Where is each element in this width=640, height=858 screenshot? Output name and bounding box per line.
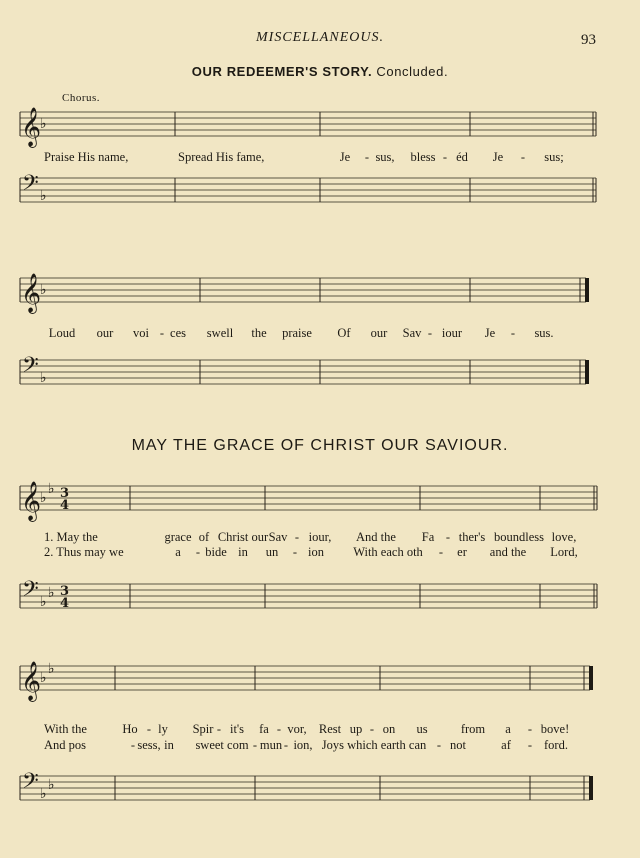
- flat-icon: ♭: [48, 481, 55, 497]
- flat-icon: ♭: [40, 116, 47, 132]
- lyric-syllable: fa: [259, 722, 269, 736]
- lyric-syllable: Loud: [48, 326, 76, 340]
- bass-clef-icon: 𝄢: [22, 769, 39, 799]
- song1-system1-treble: [0, 106, 640, 146]
- lyric-syllable: Sav: [268, 530, 288, 544]
- lyric-syllable: With each oth: [353, 545, 423, 559]
- lyric-syllable: Rest: [318, 722, 342, 736]
- lyric-syllable: grace: [164, 530, 192, 544]
- lyric-syllable: -: [283, 738, 289, 752]
- lyric-syllable: it's: [229, 722, 245, 736]
- song2-lyric-line-3: [0, 722, 640, 738]
- lyric-syllable: the: [251, 326, 267, 340]
- lyric-syllable: -: [442, 150, 448, 164]
- lyric-syllable: -: [445, 530, 451, 544]
- lyric-syllable: -: [520, 150, 526, 164]
- lyric-syllable: -: [195, 545, 201, 559]
- flat-icon: ♭: [40, 370, 47, 386]
- running-title: MISCELLANEOUS.: [256, 30, 384, 45]
- lyric-syllable: -: [252, 738, 258, 752]
- treble-clef-icon: 𝄞: [21, 107, 42, 147]
- lyric-syllable: Sav: [402, 326, 422, 340]
- treble-clef-icon: 𝄞: [21, 273, 42, 313]
- lyric-syllable: sus.: [534, 326, 554, 340]
- song2-lyric-line-1: [0, 530, 640, 546]
- song1-system2-treble: [0, 272, 640, 312]
- lyric-syllable: and the: [489, 545, 527, 559]
- flat-icon: ♭: [40, 594, 47, 610]
- lyric-syllable: iour: [441, 326, 463, 340]
- lyric-syllable: éd: [456, 150, 468, 164]
- lyric-syllable: up: [349, 722, 363, 736]
- lyric-syllable: And pos: [44, 738, 87, 752]
- lyric-syllable: -: [130, 738, 136, 752]
- lyric-syllable: ly: [158, 722, 168, 736]
- lyric-syllable: Christ our: [217, 530, 269, 544]
- page-number: 93: [581, 32, 596, 48]
- flat-icon: ♭: [48, 777, 55, 793]
- lyric-syllable: bove!: [540, 722, 570, 736]
- song2-lyric-line-4: [0, 738, 640, 754]
- lyric-syllable: our: [96, 326, 114, 340]
- lyric-syllable: Spread His fame,: [178, 150, 265, 164]
- song2-system1-treble: [0, 480, 640, 520]
- final-barline: [585, 360, 589, 384]
- page-header: [0, 30, 640, 52]
- lyric-syllable: ther's: [458, 530, 486, 544]
- flat-icon: ♭: [40, 670, 47, 686]
- lyric-syllable: ford.: [544, 738, 568, 752]
- lyric-syllable: -: [510, 326, 516, 340]
- bass-clef-icon: 𝄢: [22, 171, 39, 201]
- song1-lyric-line-2: [0, 326, 640, 342]
- flat-icon: ♭: [40, 490, 47, 506]
- lyric-syllable: Joys which earth can: [321, 738, 427, 752]
- lyric-syllable: With the: [44, 722, 87, 736]
- lyric-syllable: of: [198, 530, 210, 544]
- time-signature-denominator: 4: [60, 498, 70, 513]
- final-barline: [589, 776, 593, 800]
- lyric-syllable: un: [265, 545, 279, 559]
- lyric-syllable: -: [276, 722, 282, 736]
- lyric-syllable: our: [370, 326, 388, 340]
- lyric-syllable: voi: [133, 326, 149, 340]
- lyric-syllable: -: [438, 545, 444, 559]
- lyric-syllable: Je: [492, 150, 504, 164]
- lyric-syllable: a: [175, 545, 181, 559]
- time-signature-numerator: 3: [60, 584, 70, 599]
- lyric-syllable: ion: [308, 545, 324, 559]
- flat-icon: ♭: [48, 585, 55, 601]
- lyric-syllable: -: [146, 722, 152, 736]
- song1-lyric-line-1: [0, 150, 640, 166]
- flat-icon: ♭: [40, 188, 47, 204]
- lyric-syllable: ion,: [293, 738, 313, 752]
- bass-clef-icon: 𝄢: [22, 577, 39, 607]
- lyric-syllable: -: [216, 722, 222, 736]
- treble-clef-icon: 𝄞: [21, 661, 42, 701]
- lyric-syllable: iour,: [308, 530, 332, 544]
- lyric-syllable: a: [505, 722, 511, 736]
- lyric-syllable: Ho: [122, 722, 138, 736]
- lyric-syllable: -: [159, 326, 165, 340]
- lyric-syllable: Praise His name,: [44, 150, 129, 164]
- lyric-syllable: on: [382, 722, 396, 736]
- song-title-our-redeemers-story: [0, 64, 640, 79]
- lyric-syllable: Je: [339, 150, 351, 164]
- flat-icon: ♭: [48, 661, 55, 677]
- lyric-syllable: -: [292, 545, 298, 559]
- final-barline: [585, 278, 589, 302]
- song2-lyric-line-2: [0, 545, 640, 561]
- lyric-syllable: -: [527, 722, 533, 736]
- lyric-syllable: -: [369, 722, 375, 736]
- lyric-syllable: -: [427, 326, 433, 340]
- song-title-may-the-grace: MAY THE GRACE OF CHRIST OUR SAVIOUR.: [131, 437, 509, 454]
- lyric-syllable: Lord,: [550, 545, 578, 559]
- lyric-syllable: -: [294, 530, 300, 544]
- song1-system2-bass: [0, 354, 640, 404]
- lyric-syllable: Je: [484, 326, 496, 340]
- lyric-syllable: us: [416, 722, 428, 736]
- song2-system1-bass: [0, 578, 640, 628]
- lyric-syllable: not: [450, 738, 466, 752]
- lyric-syllable: -: [364, 150, 370, 164]
- lyric-syllable: sess,: [137, 738, 161, 752]
- final-barline: [589, 666, 593, 690]
- lyric-syllable: vor,: [287, 722, 307, 736]
- lyric-syllable: from: [460, 722, 486, 736]
- lyric-syllable: -: [436, 738, 442, 752]
- chorus-label: Chorus.: [62, 92, 101, 104]
- song1-subtitle: Concluded.: [376, 64, 449, 79]
- lyric-syllable: sweet com: [195, 738, 249, 752]
- lyric-syllable: in: [238, 545, 248, 559]
- flat-icon: ♭: [40, 786, 47, 802]
- lyric-syllable: Of: [337, 326, 351, 340]
- song2-system2-treble: [0, 660, 640, 700]
- lyric-syllable: ces: [170, 326, 186, 340]
- lyric-syllable: mun: [259, 738, 283, 752]
- lyric-syllable: sus;: [544, 150, 564, 164]
- lyric-syllable: praise: [282, 326, 312, 340]
- lyric-syllable: -: [527, 738, 533, 752]
- lyric-syllable: boundless: [494, 530, 544, 544]
- lyric-syllable: Fa: [421, 530, 435, 544]
- lyric-syllable: And the: [356, 530, 396, 544]
- flat-icon: ♭: [40, 282, 47, 298]
- time-signature-denominator: 4: [60, 596, 70, 611]
- lyric-syllable: swell: [206, 326, 234, 340]
- lyric-syllable: af: [501, 738, 511, 752]
- lyric-syllable: 2. Thus may we: [44, 545, 124, 559]
- lyric-syllable: er: [457, 545, 467, 559]
- lyric-syllable: in: [164, 738, 174, 752]
- treble-clef-icon: 𝄞: [21, 481, 42, 521]
- song1-title: OUR REDEEMER'S STORY.: [191, 64, 373, 79]
- lyric-syllable: bless: [410, 150, 436, 164]
- song1-system1-bass: [0, 172, 640, 222]
- lyric-syllable: Spir: [192, 722, 214, 736]
- lyric-syllable: bide: [205, 545, 227, 559]
- lyric-syllable: sus,: [375, 150, 395, 164]
- lyric-syllable: 1. May the: [44, 530, 98, 544]
- bass-clef-icon: 𝄢: [22, 353, 39, 383]
- time-signature-numerator: 3: [60, 486, 70, 501]
- song2-system2-bass: [0, 770, 640, 820]
- lyric-syllable: love,: [551, 530, 577, 544]
